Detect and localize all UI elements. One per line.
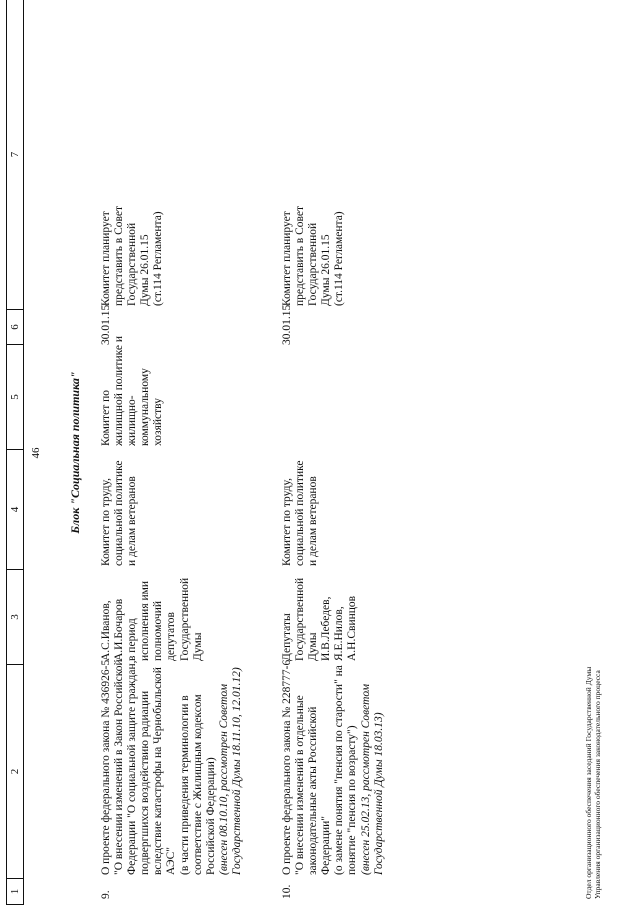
bill-description — [100, 659, 244, 875]
deadline-date: 30.01.15 — [281, 304, 293, 345]
text-line: в период — [126, 618, 139, 661]
text-line: Государственной — [294, 577, 307, 661]
text-line: А.И.Бочаров — [113, 598, 126, 661]
text-line: Государственной Думы 18.11.10, 12.01.12) — [230, 667, 243, 875]
column-header-3: 3 — [6, 569, 24, 665]
text-line: Государственной — [178, 577, 191, 661]
text-line: социальной политике — [294, 460, 307, 566]
text-line: представить в Совет — [113, 205, 126, 306]
column-header-1: 1 — [6, 878, 24, 905]
text-line: (о замене понятия "пенсия по старости" на — [333, 665, 346, 875]
text-line: Комитет планирует — [100, 211, 112, 306]
footer-department — [584, 667, 602, 899]
text-line: Думы — [191, 632, 204, 661]
deadline-date: 30.01.15 — [100, 304, 112, 345]
text-line: Государственной Думы 18.03.13) — [372, 712, 385, 875]
responsible-committee — [281, 460, 320, 566]
text-line: подвергшихся воздействию радиации — [139, 690, 152, 875]
column-header-2: 2 — [6, 664, 24, 879]
text-line: коммунальному — [139, 368, 152, 446]
text-line: Российской Федерации) — [204, 757, 217, 875]
text-line: (ст.114 Регламента) — [152, 211, 165, 306]
block-title: Блок "Социальная политика" — [68, 371, 82, 534]
text-line: вследствие катастрофы на Чернобыльской — [152, 667, 165, 875]
column-header-6: 6 — [6, 309, 24, 345]
text-line: Комитет по труду, — [281, 478, 293, 566]
text-line: А.С.Иванов, — [100, 600, 112, 661]
text-line: А.Н.Свинцов — [346, 595, 359, 661]
text-line: жилищной политике и — [113, 335, 126, 446]
text-line: "О внесении изменений в Закон Российской — [113, 659, 126, 875]
text-line: И.В.Лебедев, — [320, 596, 333, 661]
text-line: (внесен 08.10.10, рассмотрен Советом — [217, 683, 230, 875]
footer-line: Управления организационного обеспечения законодательного процесса — [593, 670, 602, 899]
responsible-committee — [100, 460, 139, 566]
text-line: Думы 26.01.15 — [139, 234, 152, 306]
text-line: хозяйству — [152, 398, 165, 446]
text-line: (ст.114 Регламента) — [333, 211, 346, 306]
planned-action — [281, 206, 346, 306]
bill-description — [281, 660, 386, 875]
text-line: Я.Е.Нилов, — [333, 606, 346, 661]
text-line: О проекте федерального закона № 228777-6 — [281, 659, 293, 875]
text-line: исполнения ими — [139, 580, 152, 661]
text-line: социальной политике — [113, 460, 126, 566]
text-line: Комитет планирует — [281, 211, 293, 306]
text-line: Государственной — [126, 222, 139, 306]
text-line: жилищно- — [126, 395, 139, 446]
text-line: Депутаты — [281, 613, 293, 661]
column-header-5: 5 — [6, 344, 24, 450]
text-line: и делам ветеранов — [307, 476, 320, 566]
text-line: Думы — [307, 632, 320, 661]
text-line: законодательные акты Российской — [307, 706, 320, 875]
text-line: депутатов — [165, 612, 178, 661]
column-header-7: 7 — [6, 0, 24, 310]
text-line: О проекте федерального закона № 436926-5 — [100, 659, 112, 875]
row-number: 9. — [100, 890, 112, 899]
page-number: 46 — [30, 447, 42, 459]
text-line: представить в Совет — [294, 205, 307, 306]
planned-action — [100, 206, 165, 306]
text-line: "О внесении изменений в отдельные — [294, 695, 307, 875]
footer-line: Отдел организационного обеспечения заседаний Государственной Думы — [584, 666, 593, 899]
text-line: Федерации" — [320, 815, 333, 875]
text-line: Государственной — [307, 222, 320, 306]
text-line: Думы 26.01.15 — [320, 234, 333, 306]
text-line: соответствие с Жилищным кодексом — [191, 694, 204, 875]
bill-initiators — [100, 578, 205, 661]
text-line: (внесен 25.02.13, рассмотрен Советом — [359, 683, 372, 875]
co-executor-committee — [100, 336, 165, 446]
text-line: Федерации "О социальной защите граждан, — [126, 660, 139, 875]
text-line: полномочий — [152, 601, 165, 661]
row-number: 10. — [281, 884, 293, 899]
text-line: понятие "пенсия по возрасту") — [346, 725, 359, 875]
text-line: и делам ветеранов — [126, 476, 139, 566]
text-line: Комитет по — [100, 390, 112, 446]
text-line: (в части приведения терминологии в — [178, 695, 191, 875]
column-header-4: 4 — [6, 449, 24, 570]
text-line: Комитет по труду, — [100, 478, 112, 566]
bill-initiators — [281, 578, 360, 661]
text-line: АЭС" — [165, 847, 178, 875]
